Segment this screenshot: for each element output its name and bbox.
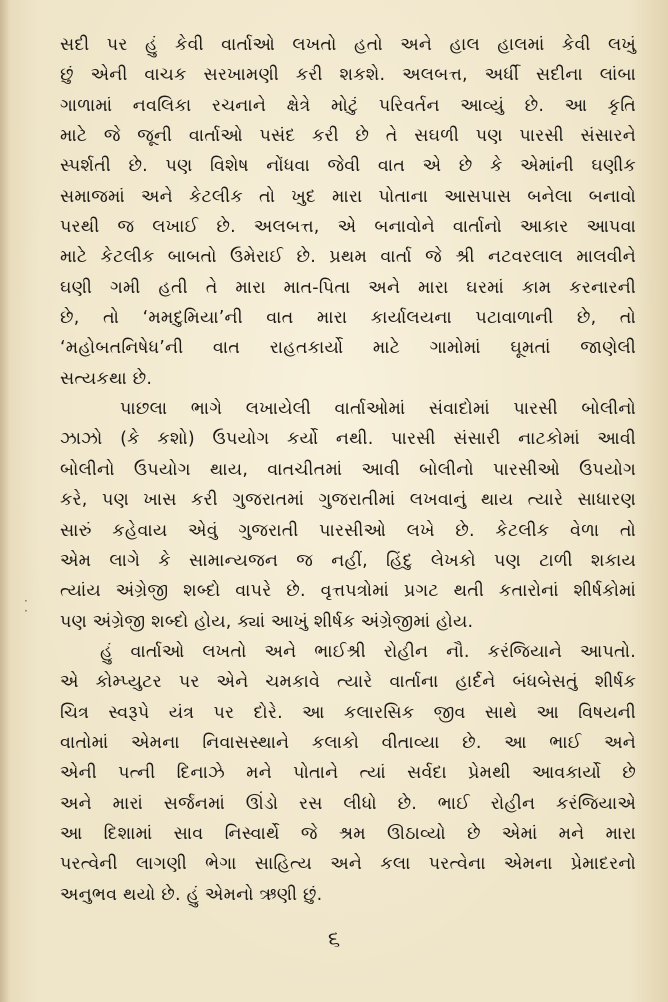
text-line: ત્યાંય અંગ્રેજી શબ્દો વાપરે છે. વૃત્તપત્રોમાં પ્રગટ થતી કતારોનાં શીર્ષકોમાં	[60, 581, 636, 602]
text-line: સ્પર્શતી છે. પણ વિશેષ નોંધવા જેવી વાત એ છે કે એમાંની ઘણીક	[60, 156, 636, 177]
text-line: એમ લાગે કે સામાન્યજન જ નહીં, હિંદુ લેખકો પણ ટાળી શકાય	[60, 550, 636, 571]
text-line: અનુભવ થયો છે. હું એમનો ઋણી છું.	[60, 884, 323, 905]
text-line: બોલીનો ઉપયોગ થાય, વાતચીતમાં આવી બોલીનો પારસીઓ ઉપયોગ	[60, 459, 636, 480]
text-line: અને મારાં સર્જનમાં ઊંડો રસ લીધો છે. ભાઈ રોહીન કરંજિયાએ	[60, 793, 636, 814]
text-line: ચિત્ર સ્વરૂપે યંત્ર પર દોરે. આ કલારસિક જીવ સાથે આ વિષયની	[60, 702, 636, 723]
text-line: સત્યકથા છે.	[60, 368, 153, 389]
text-line: એની પત્ની દિનાઝે મને પોતાને ત્યાં સર્વદા પ્રેમથી આવકાર્યો છે	[60, 763, 636, 784]
text-line: હું વાર્તાઓ લખતો અને ભાઈશ્રી રોહીન નૌ. કરંજિયાને આપતો.	[100, 641, 636, 662]
text-line: પણ અંગ્રેજી શબ્દો હોય, ક્યાં આખું શીર્ષક અંગ્રેજીમાં હોય.	[60, 611, 474, 632]
text-line: સમાજમાં અને કેટલીક તો ખુદ મારા પોતાના આસપાસ બનેલા બનાવો	[60, 186, 636, 207]
text-line: પરત્વેની લાગણી ભેગા સાહિત્ય અને કલા પરત્વેના એમના પ્રેમાદરનો	[60, 854, 636, 875]
text-line: ઝાઝો (કે કશો) ઉપયોગ કર્યો નથી. પારસી સંસારી નાટકોમાં આવી	[60, 429, 636, 450]
paragraph-3	[60, 637, 636, 910]
text-line: ગાળામાં નવલિકા રચનાને ક્ષેત્રે મોટું પરિવર્તન આવ્યું છે. આ કૃતિ	[60, 95, 636, 116]
text-line: ઘણી ગમી હતી તે મારા માત-પિતા અને મારા ઘરમાં કામ કરનારની	[60, 277, 636, 298]
paragraph-2	[60, 394, 636, 637]
text-line: સારું કહેવાય એવું ગુજરાતી પારસીઓ લખે છે. કેટલીક વેળા તો	[60, 520, 636, 541]
paragraph-1	[60, 30, 636, 394]
text-line: વાતોમાં એમના નિવાસસ્થાને કલાકો વીતાવ્યા છે. આ ભાઈ અને	[60, 732, 636, 753]
text-line: સદી પર હું કેવી વાર્તાઓ લખતો હતો અને હાલ હાલમાં કેવી લખું	[60, 35, 636, 55]
text-line: છે, તો ‘મમદુમિયા’ની વાત મારા કાર્યાલયના પટાવાળાની છે, તો	[60, 308, 636, 329]
body-text	[60, 30, 636, 910]
text-line: માટે જે જૂની વાર્તાઓ પસંદ કરી છે તે સઘળી પણ પારસી સંસારને	[60, 126, 636, 147]
text-line: પરથી જ લખાઈ છે. અલબત્ત, એ બનાવોને વાર્તાનો આકાર આપવા	[60, 217, 636, 238]
text-line: પાછલા ભાગે લખાયેલી વાર્તાઓમાં સંવાદોમાં પારસી બોલીનો	[120, 399, 636, 420]
text-line: એ કોમ્પ્યુટર પર એને ચમકાવે ત્યારે વાર્તાના હાર્દને બંધબેસતું શીર્ષક	[60, 672, 636, 693]
page-binding-edge	[0, 0, 10, 1002]
text-line: આ દિશામાં સાવ નિસ્વાર્થે જે શ્રમ ઊઠાવ્યો છે એમાં મને મારા	[60, 823, 636, 844]
text-line: છું એની વાચક સરખામણી કરી શકશે. અલબત્ત, અર્ધી સદીના લાંબા	[60, 65, 636, 86]
margin-marks: · ·	[24, 594, 28, 618]
text-line: કરે, પણ ખાસ કરી ગુજરાતમાં ગુજરાતીમાં લખવાનું થાય ત્યારે સાધારણ	[60, 490, 636, 511]
text-line: માટે કેટલીક બાબતો ઉમેરાઈ છે. પ્રથમ વાર્તા જે શ્રી નટવરલાલ માલવીને	[60, 247, 636, 268]
text-line: ‘મહોબતનિષેધ’ની વાત રાહતકાર્યો માટે ગામોમાં ઘૂમતાં જાણેલી	[60, 338, 636, 359]
page-number: ૬	[327, 927, 341, 952]
